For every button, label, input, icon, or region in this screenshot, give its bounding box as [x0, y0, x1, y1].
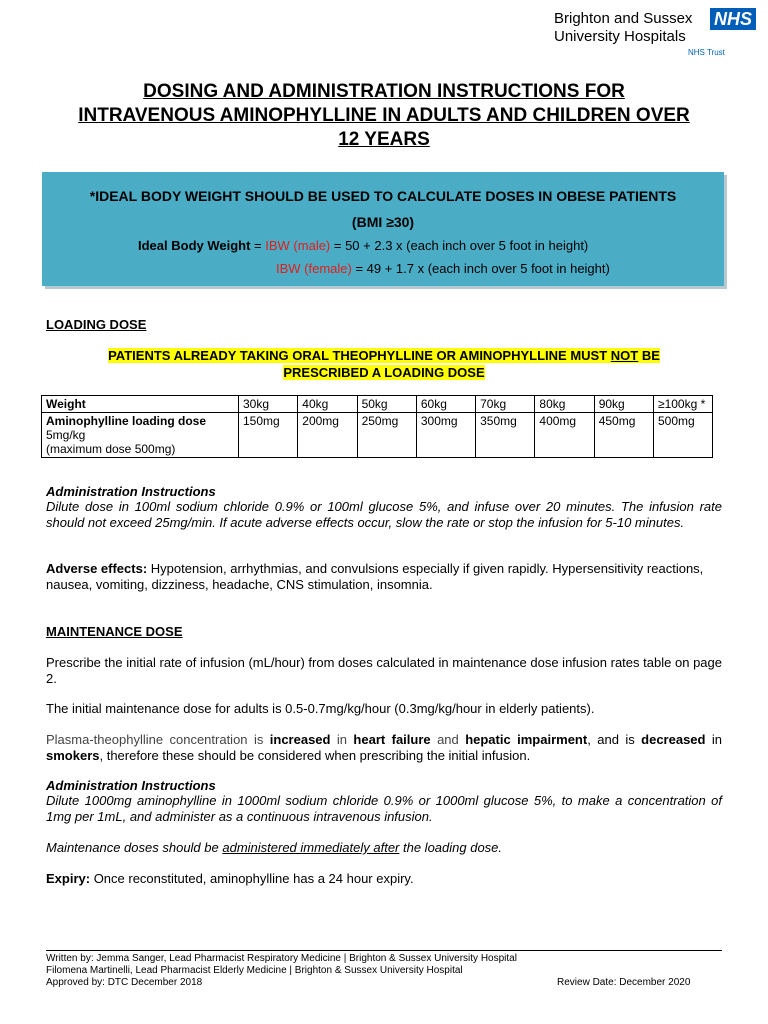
expiry-label: Expiry: [46, 871, 91, 886]
dose-cell: 250mg [357, 413, 416, 458]
weight-cell: 80kg [535, 396, 594, 413]
dose-cell: 400mg [535, 413, 594, 458]
dose-header-sub2: (maximum dose 500mg) [46, 442, 176, 456]
p3-text: , and is [587, 732, 642, 747]
dose-header [42, 413, 239, 458]
weight-cell: 40kg [298, 396, 357, 413]
weight-cell: 50kg [357, 396, 416, 413]
dose-cell: 300mg [416, 413, 475, 458]
adverse-effects [46, 561, 722, 593]
footer-co-author: Filomena Martinelli, Lead Pharmacist Elderly Medicine | Brighton & Sussex University Hospital [46, 965, 463, 976]
table-row [42, 396, 713, 413]
p3-smokers: smokers [46, 748, 100, 763]
weight-cell: 60kg [416, 396, 475, 413]
p3-increased: increased [269, 732, 331, 747]
p3-text: in [330, 732, 354, 747]
ibw-equals: = [250, 238, 266, 253]
footer-review-date: Review Date: December 2020 [557, 977, 691, 988]
timing-emphasis: administered immediately after [222, 840, 400, 855]
dose-cell: 200mg [298, 413, 357, 458]
weight-cell: 90kg [594, 396, 653, 413]
p3-text: Plasma-theophylline concentration is [46, 732, 270, 747]
weight-header: Weight [42, 396, 239, 413]
nhs-trust-label: NHS Trust [688, 48, 725, 57]
p3-text: in [705, 732, 723, 747]
ibw-female-label: IBW (female) [276, 261, 352, 276]
weight-cell: 70kg [476, 396, 535, 413]
weight-cell: 30kg [239, 396, 298, 413]
document-title [40, 80, 728, 152]
footer-written-by: Written by: Jemma Sanger, Lead Pharmacist Respiratory Medicine | Brighton & Sussex University Hospital [46, 953, 517, 964]
warning-text-b: BE [638, 348, 660, 363]
loading-admin-heading: Administration Instructions [46, 484, 216, 499]
p3-hepatic: hepatic impairment [465, 732, 588, 747]
dose-cell: 350mg [476, 413, 535, 458]
nhs-trust-logo [548, 8, 758, 60]
dose-header-label: Aminophylline loading dose [46, 414, 207, 428]
expiry [46, 871, 722, 887]
org-name-line2: University Hospitals [554, 28, 686, 45]
ideal-body-weight-box [42, 172, 724, 286]
timing-text: Maintenance doses should be [46, 840, 223, 855]
p3-decreased: decreased [641, 732, 706, 747]
expiry-text: Once reconstituted, aminophylline has a 24 hour expiry. [90, 871, 414, 886]
title-line-3: 12 YEARS [338, 129, 430, 150]
title-line-1: DOSING AND ADMINISTRATION INSTRUCTIONS FOR [143, 81, 625, 102]
maintenance-timing [46, 840, 722, 856]
loading-dose-table [41, 395, 713, 458]
maintenance-admin-heading: Administration Instructions [46, 778, 216, 793]
ibw-male-formula [138, 238, 588, 253]
title-line-2: INTRAVENOUS AMINOPHYLLINE IN ADULTS AND CHILDREN OVER [78, 105, 690, 126]
ibw-heading: *IDEAL BODY WEIGHT SHOULD BE USED TO CALCULATE DOSES IN OBESE PATIENTS [89, 188, 677, 204]
p3-text: , therefore these should be considered when prescribing the initial infusion. [99, 748, 531, 763]
footer-divider [46, 950, 722, 951]
dose-cell: 450mg [594, 413, 653, 458]
warning-not: NOT [610, 348, 639, 363]
loading-admin-text: Dilute dose in 100ml sodium chloride 0.9% or 100ml glucose 5%, and infuse over 20 minutes. The infusion rate should not exceed 25mg/min. If acute adverse effects occur, slow the rate or stop the infusion for 5-10 minutes. [46, 499, 722, 530]
dose-cell: 150mg [239, 413, 298, 458]
weight-cell: ≥100kg * [654, 396, 713, 413]
maintenance-p3 [46, 732, 722, 764]
warning-text-a: PATIENTS ALREADY TAKING ORAL THEOPHYLLINE OR AMINOPHYLLINE MUST [108, 348, 611, 363]
p3-heart-failure: heart failure [353, 732, 431, 747]
warning-line2: PRESCRIBED A LOADING DOSE [283, 365, 485, 380]
adverse-text: Hypotension, arrhythmias, and convulsions especially if given rapidly. Hypersensitivity reactions, nausea, vomiting, dizziness, headache, CNS stimulation, insomnia. [46, 561, 704, 592]
warning-line1 [108, 348, 660, 363]
ibw-bmi: (BMI ≥30) [351, 214, 415, 230]
ibw-female-formula [276, 261, 610, 276]
loading-dose-heading: LOADING DOSE [46, 317, 147, 332]
dose-header-sub1: 5mg/kg [46, 428, 86, 442]
ibw-label: Ideal Body Weight [138, 238, 251, 253]
p3-text: and [430, 732, 466, 747]
maintenance-p2: The initial maintenance dose for adults is 0.5-0.7mg/kg/hour (0.3mg/kg/hour in elderly patients). [46, 701, 595, 716]
timing-text: the loading dose. [399, 840, 503, 855]
ibw-male-text: = 50 + 2.3 x (each inch over 5 foot in height) [330, 238, 589, 253]
footer-approved-by: Approved by: DTC December 2018 [46, 977, 203, 988]
maintenance-dose-heading: MAINTENANCE DOSE [46, 624, 183, 639]
maintenance-admin-text: Dilute 1000mg aminophylline in 1000ml sodium chloride 0.9% or 1000ml glucose 5%, to make a concentration of 1mg per 1mL, and administer as a continuous intravenous infusion. [46, 793, 722, 824]
nhs-logo-icon: NHS [710, 8, 756, 30]
ibw-female-text: = 49 + 1.7 x (each inch over 5 foot in height) [351, 261, 610, 276]
org-name-line1: Brighton and Sussex [554, 10, 693, 27]
loading-dose-warning [46, 347, 722, 381]
adverse-label: Adverse effects: [46, 561, 148, 576]
maintenance-p1: Prescribe the initial rate of infusion (mL/hour) from doses calculated in maintenance dose infusion rates table on page 2. [46, 655, 722, 686]
dose-cell: 500mg [654, 413, 713, 458]
table-row [42, 413, 713, 458]
ibw-male-label: IBW (male) [265, 238, 331, 253]
